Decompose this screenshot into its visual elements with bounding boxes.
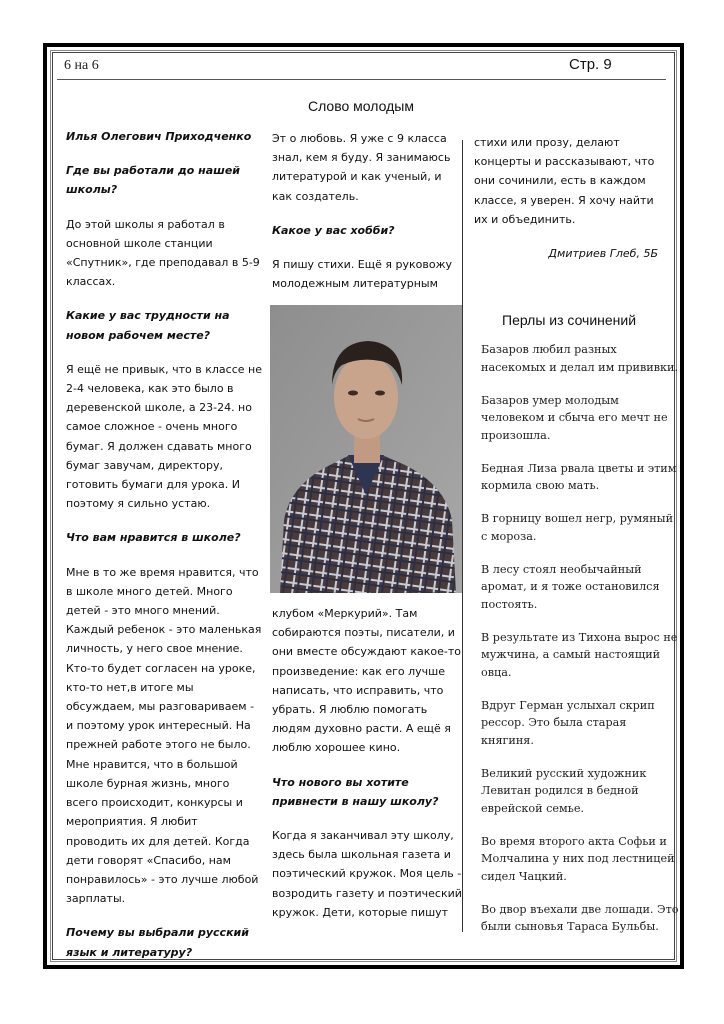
answer-5-part-2: клубом «Меркурий». Там собираются поэты, писатели, и они вместе обсуждают какое-то произведение: как его лучше написать, что исправить, что убрать. Я люблю помогать людям духовно расти. А ещё я люблю хорошее кино. [272, 607, 461, 755]
perly-list [481, 341, 679, 951]
answer-6-part-2: стихи или прозу, делают концерты и рассказывают, что они сочинили, есть в каждом классе, я уверен. Я хочу найти их и объединить. [474, 136, 655, 226]
portrait-photo [270, 305, 462, 593]
question-2: Какие у вас трудности на новом рабочем месте? [66, 309, 230, 342]
answer-2: Я ещё не привык, что в классе не 2-4 человека, как это было в деревенской школе, а 23-24. но самое сложное - очень много бумаг. Я должен сдавать много бумаг завучам, директору, готовить бумаги для урока. И поэтому я сильно устаю. [66, 362, 262, 511]
interview-column-2-continued [272, 604, 462, 922]
perly-item: Во время второго акта Софьи и Молчалина у них под лестницей сидел Чацкий. [481, 834, 675, 883]
perly-item: В результате из Тихона вырос не мужчина, а самый настоящий овца. [481, 630, 678, 679]
answer-4: Эт о любовь. Я уже с 9 класса знал, кем я буду. Я занимаюсь литературой и как ученый, и как создатель. [272, 132, 451, 203]
portrait-illustration [270, 305, 462, 593]
perly-item: Великий русский художник Левитан родился в бедной еврейской семье. [481, 766, 647, 815]
interview-column-1 [66, 127, 262, 962]
question-6: Что нового вы хотите привнести в нашу школу? [272, 775, 439, 808]
section-title: Слово молодым [308, 98, 414, 114]
perly-item: Базаров умер молодым человеком и сбыча его мечт не произошла. [481, 393, 668, 442]
question-5: Какое у вас хобби? [272, 223, 395, 237]
interviewee-name: Илья Олегович Приходченко [66, 130, 252, 143]
interview-column-2 [272, 129, 462, 293]
article-author: Дмитриев Глеб, 5Б [548, 247, 658, 261]
answer-5-part-1: Я пишу стихи. Ещё я руковожу молодежным литературным [272, 258, 452, 291]
perly-item: Бедная Лиза рвала цветы и этим кормила свою мать. [481, 461, 677, 492]
perly-item: В лесу стоял необычайный аромат, и я тоже остановился постоять. [481, 562, 660, 611]
question-3: Что вам нравится в школе? [66, 531, 241, 545]
perly-item: Во двор въехали две лошади. Это были сыновья Тараса Бульбы. [481, 902, 679, 933]
column-divider [462, 140, 463, 932]
perly-item: Вдруг Герман услыхал скрип рессор. Это была старая княгиня. [481, 698, 655, 747]
interview-column-3 [474, 133, 664, 263]
perly-item: Базаров любил разных насекомых и делал им прививки. [481, 343, 679, 374]
perly-item: В горницу вошел негр, румяный с мороза. [481, 512, 674, 543]
header-rule [57, 79, 666, 80]
answer-6-part-1: Когда я заканчивал эту школу, здесь была школьная газета и поэтический кружок. Моя цель - возродить газету и поэтический кружок. Дети, которые пишут [272, 829, 462, 919]
question-1: Где вы работали до нашей школы? [66, 164, 240, 197]
answer-3: Мне в то же время нравится, что в школе много детей. Много детей - это много мнений. Каждый ребенок - это маленькая личность, у него свое мнение. Кто-то будет согласен на уроке, кто-то нет,в итоге мы обсуждаем, мы разговариваем - и поэтому урок интересный. На прежней работе этого не было. Мне нравится, что в большой школе бурная жизнь, много всего происходит, конкурсы и мероприятия. Я любит проводить их для детей. Когда дети говорят «Спасибо, нам понравилось» - это лучше любой зарплаты. [66, 565, 262, 906]
page-number: Стр. 9 [569, 56, 612, 73]
question-4: Почему вы выбрали русский язык и литературу? [66, 926, 249, 959]
answer-1: До этой школы я работал в основной школе станции «Спутник», где преподавал в 5-9 классах. [66, 217, 260, 289]
issue-label: 6 на 6 [64, 58, 99, 73]
perly-title: Перлы из сочинений [502, 312, 637, 328]
